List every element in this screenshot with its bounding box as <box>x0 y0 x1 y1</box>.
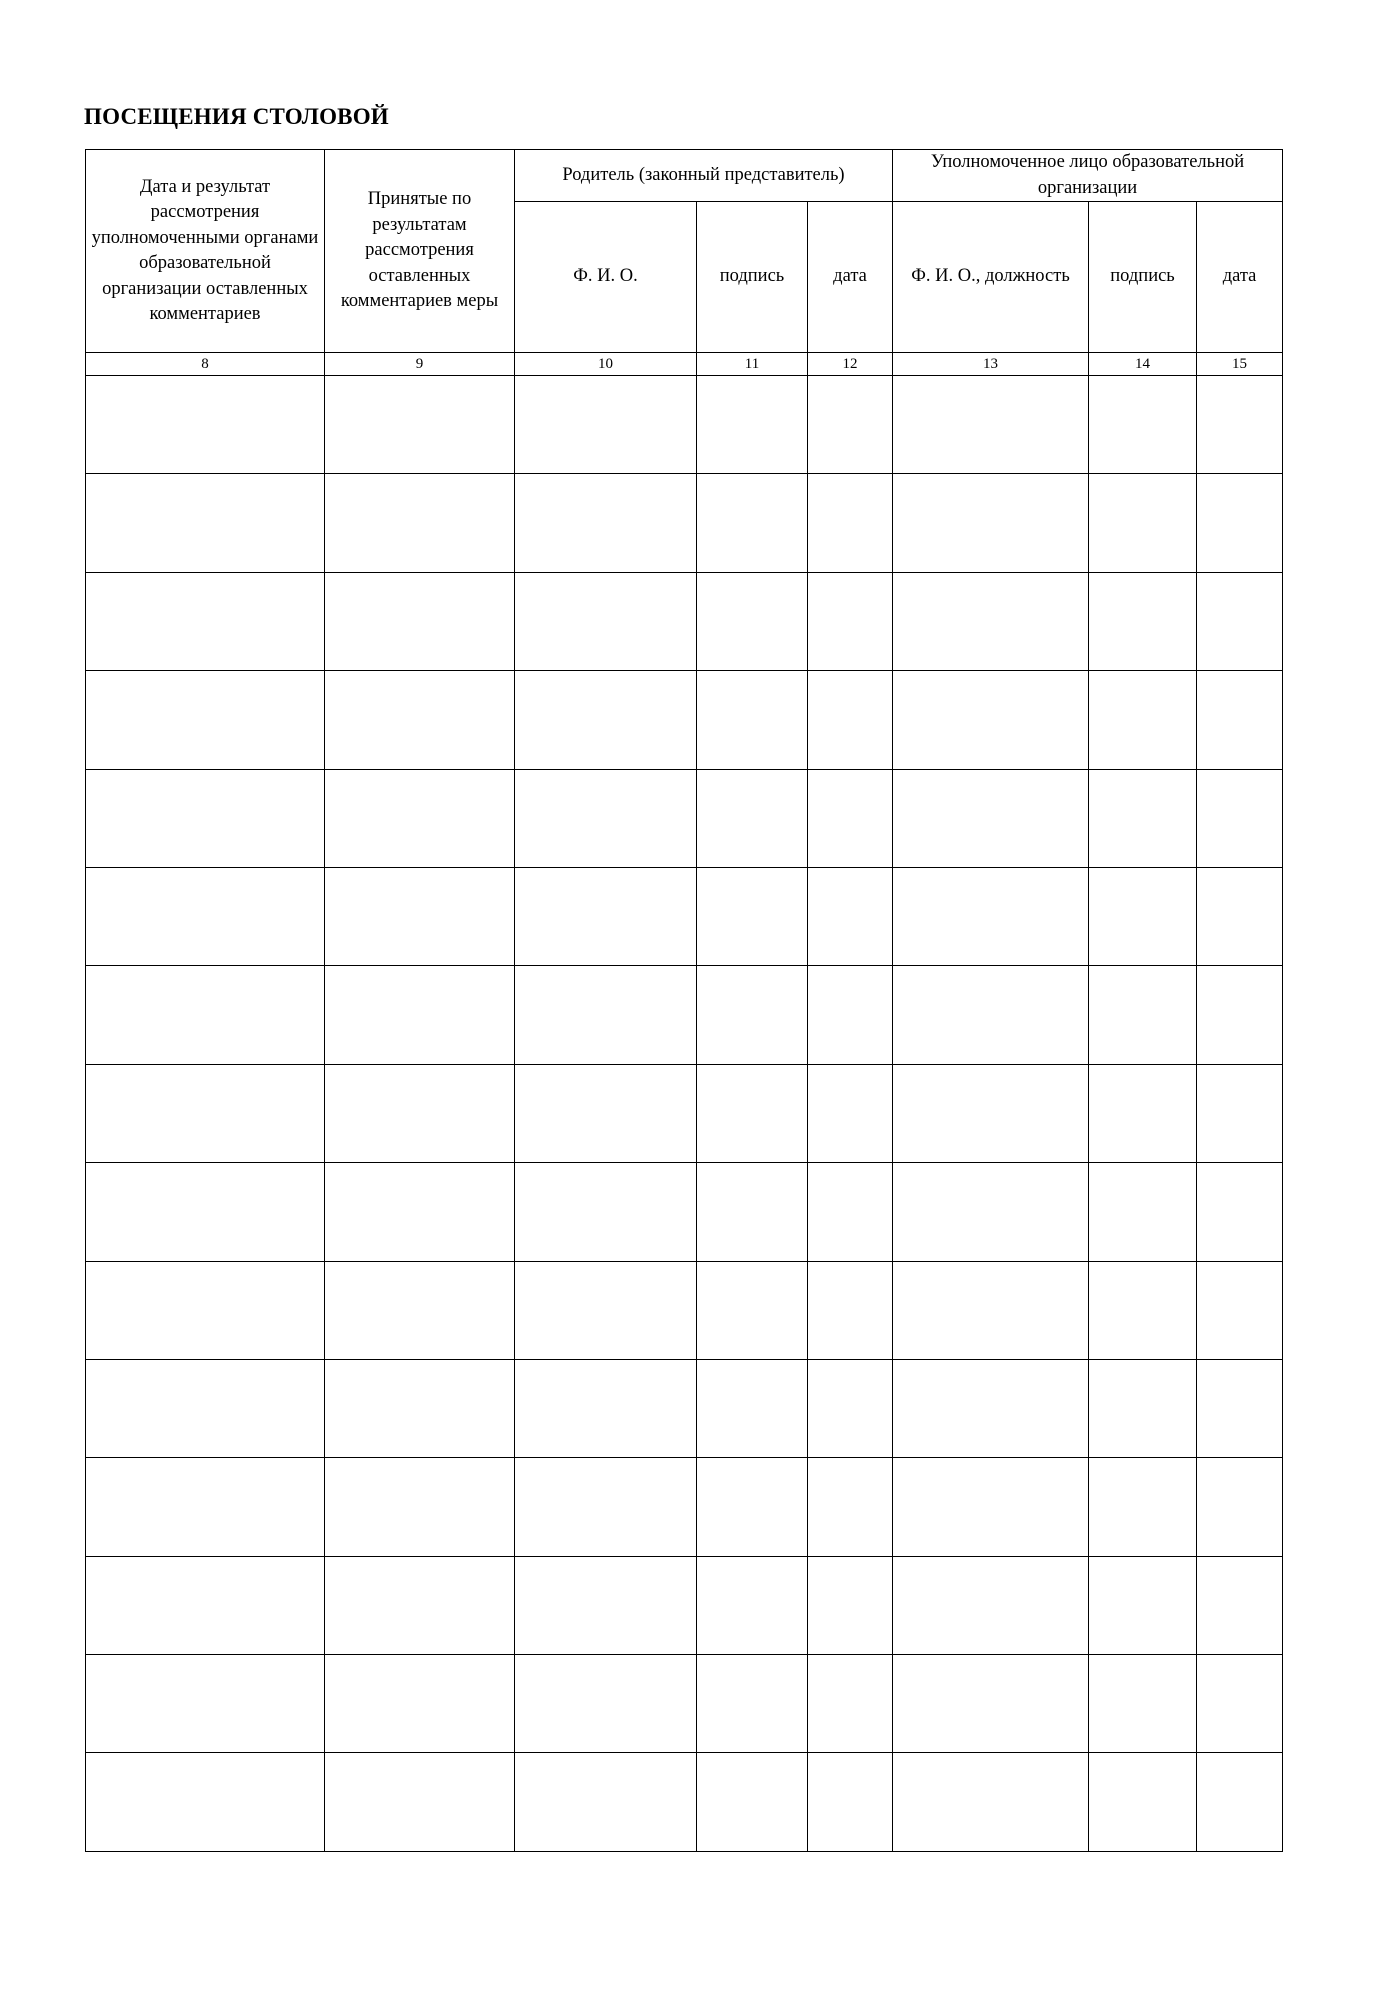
table-cell[interactable] <box>86 769 325 867</box>
table-row <box>86 867 1283 965</box>
page-title: ПОСЕЩЕНИЯ СТОЛОВОЙ <box>84 104 389 129</box>
table-cell[interactable] <box>1197 1655 1283 1753</box>
table-cell[interactable] <box>697 1753 808 1851</box>
column-number: 8 <box>86 353 325 376</box>
table-cell[interactable] <box>893 1163 1089 1261</box>
header-col-12 <box>808 202 893 353</box>
table-cell[interactable] <box>697 1359 808 1457</box>
header-col-14-label: подпись <box>1110 266 1175 287</box>
table-cell[interactable] <box>515 966 697 1064</box>
table-cell[interactable] <box>1197 572 1283 670</box>
header-col-10-label: Ф. И. О. <box>573 266 638 287</box>
table-cell[interactable] <box>86 474 325 572</box>
table-cell[interactable] <box>515 1163 697 1261</box>
table-row <box>86 474 1283 572</box>
table-cell[interactable] <box>697 1261 808 1359</box>
table-cell[interactable] <box>808 1261 893 1359</box>
table-cell[interactable] <box>515 1458 697 1556</box>
table-cell[interactable] <box>697 1655 808 1753</box>
table-row <box>86 1458 1283 1556</box>
table-cell[interactable] <box>1089 966 1197 1064</box>
table-cell[interactable] <box>697 572 808 670</box>
table-cell[interactable] <box>893 769 1089 867</box>
table-cell[interactable] <box>86 1753 325 1851</box>
header-parent-group <box>515 150 893 202</box>
table-row <box>86 671 1283 769</box>
header-parent-group-label: Родитель (законный представитель) <box>562 164 845 185</box>
table-cell[interactable] <box>697 867 808 965</box>
table-cell[interactable] <box>325 1064 515 1162</box>
table-cell[interactable] <box>1197 671 1283 769</box>
table-cell[interactable] <box>1089 1556 1197 1654</box>
table-cell[interactable] <box>1089 376 1197 474</box>
table-cell[interactable] <box>893 966 1089 1064</box>
table-body <box>86 376 1283 1852</box>
table-cell[interactable] <box>86 867 325 965</box>
table-cell[interactable] <box>325 1753 515 1851</box>
table-cell[interactable] <box>1089 867 1197 965</box>
table-row <box>86 1064 1283 1162</box>
table-cell[interactable] <box>1089 1753 1197 1851</box>
header-official-group-label: Уполномоченное лицо образовательной организации <box>930 152 1245 198</box>
table-row <box>86 1163 1283 1261</box>
table-row <box>86 1359 1283 1457</box>
table-cell[interactable] <box>1197 1163 1283 1261</box>
header-official-group <box>893 150 1283 202</box>
table-cell[interactable] <box>697 1064 808 1162</box>
table-cell[interactable] <box>893 572 1089 670</box>
table-header <box>86 150 1283 376</box>
table-cell[interactable] <box>1089 769 1197 867</box>
table-cell[interactable] <box>893 1753 1089 1851</box>
column-number: 10 <box>515 353 697 376</box>
table-cell[interactable] <box>1197 867 1283 965</box>
column-number: 12 <box>808 353 893 376</box>
table-cell[interactable] <box>1089 1163 1197 1261</box>
table-cell[interactable] <box>325 1261 515 1359</box>
table-cell[interactable] <box>1089 572 1197 670</box>
table-cell[interactable] <box>515 474 697 572</box>
header-col-12-label: дата <box>833 266 867 287</box>
table-cell[interactable] <box>1197 1261 1283 1359</box>
table-cell[interactable] <box>515 1359 697 1457</box>
table-cell[interactable] <box>697 1458 808 1556</box>
table-cell[interactable] <box>808 867 893 965</box>
table-row <box>86 966 1283 1064</box>
header-col-13 <box>893 202 1089 353</box>
table-cell[interactable] <box>86 1556 325 1654</box>
table-cell[interactable] <box>1197 1556 1283 1654</box>
table-cell[interactable] <box>1089 1261 1197 1359</box>
table-row <box>86 1261 1283 1359</box>
table-cell[interactable] <box>1197 769 1283 867</box>
column-number: 14 <box>1089 353 1197 376</box>
table-cell[interactable] <box>1089 1458 1197 1556</box>
column-number: 13 <box>893 353 1089 376</box>
table-cell[interactable] <box>893 1261 1089 1359</box>
table-cell[interactable] <box>515 671 697 769</box>
column-number: 15 <box>1197 353 1283 376</box>
table-cell[interactable] <box>515 376 697 474</box>
table-cell[interactable] <box>1197 1359 1283 1457</box>
table-cell[interactable] <box>515 572 697 670</box>
table-cell[interactable] <box>325 474 515 572</box>
table-cell[interactable] <box>808 1064 893 1162</box>
table-cell[interactable] <box>1089 474 1197 572</box>
table-cell[interactable] <box>697 966 808 1064</box>
table-cell[interactable] <box>808 1556 893 1654</box>
table-cell[interactable] <box>325 376 515 474</box>
table-cell[interactable] <box>808 1753 893 1851</box>
header-col-8 <box>86 150 325 353</box>
table-cell[interactable] <box>893 1359 1089 1457</box>
table-row <box>86 769 1283 867</box>
table-cell[interactable] <box>86 1359 325 1457</box>
table-row <box>86 1556 1283 1654</box>
table-cell[interactable] <box>697 474 808 572</box>
table-cell[interactable] <box>1197 1064 1283 1162</box>
table-cell[interactable] <box>325 572 515 670</box>
table-cell[interactable] <box>808 1163 893 1261</box>
header-col-9-label: Принятые по результатам рассмотрения оставленных комментариев меры <box>340 189 499 312</box>
table-cell[interactable] <box>1197 1458 1283 1556</box>
table-cell[interactable] <box>697 376 808 474</box>
header-col-15 <box>1197 202 1283 353</box>
table-cell[interactable] <box>325 966 515 1064</box>
table-row <box>86 376 1283 474</box>
canteen-visits-table <box>85 149 1283 1852</box>
table-cell[interactable] <box>86 572 325 670</box>
header-col-15-label: дата <box>1222 266 1257 287</box>
table-cell[interactable] <box>893 1556 1089 1654</box>
table-cell[interactable] <box>515 867 697 965</box>
table-cell[interactable] <box>515 1064 697 1162</box>
header-col-11-label: подпись <box>719 266 785 287</box>
table-cell[interactable] <box>1089 671 1197 769</box>
table-cell[interactable] <box>893 671 1089 769</box>
table-cell[interactable] <box>808 474 893 572</box>
header-col-13-label: Ф. И. О., должность <box>911 266 1070 287</box>
table-cell[interactable] <box>325 1163 515 1261</box>
table-cell[interactable] <box>1197 966 1283 1064</box>
header-col-10 <box>515 202 697 353</box>
table-cell[interactable] <box>515 1753 697 1851</box>
table-cell[interactable] <box>86 966 325 1064</box>
table-cell[interactable] <box>893 376 1089 474</box>
table-cell[interactable] <box>697 1163 808 1261</box>
table-cell[interactable] <box>86 1458 325 1556</box>
header-col-11 <box>697 202 808 353</box>
table-cell[interactable] <box>893 1458 1089 1556</box>
table-cell[interactable] <box>808 572 893 670</box>
table-cell[interactable] <box>325 1556 515 1654</box>
column-number-row <box>86 353 1283 376</box>
table-cell[interactable] <box>697 1556 808 1654</box>
table-cell[interactable] <box>808 966 893 1064</box>
table-cell[interactable] <box>515 1261 697 1359</box>
table-cell[interactable] <box>893 867 1089 965</box>
table-cell[interactable] <box>515 769 697 867</box>
table-cell[interactable] <box>808 1458 893 1556</box>
table-cell[interactable] <box>808 1359 893 1457</box>
table-cell[interactable] <box>86 1261 325 1359</box>
table-cell[interactable] <box>697 769 808 867</box>
table-cell[interactable] <box>86 1064 325 1162</box>
table-cell[interactable] <box>86 1163 325 1261</box>
column-number: 11 <box>697 353 808 376</box>
table-cell[interactable] <box>325 1655 515 1753</box>
table-cell[interactable] <box>1197 376 1283 474</box>
table-row <box>86 1655 1283 1753</box>
table-cell[interactable] <box>1197 474 1283 572</box>
table-cell[interactable] <box>86 1655 325 1753</box>
table-cell[interactable] <box>1089 1064 1197 1162</box>
header-col-8-label: Дата и результат рассмотрения уполномоченными органами образовательной организации оставленных комментариев <box>91 176 319 324</box>
header-col-9 <box>325 150 515 353</box>
table-row <box>86 572 1283 670</box>
table-cell[interactable] <box>893 1655 1089 1753</box>
table-cell[interactable] <box>893 474 1089 572</box>
table-cell[interactable] <box>697 671 808 769</box>
table-cell[interactable] <box>325 1458 515 1556</box>
table-cell[interactable] <box>86 671 325 769</box>
table-cell[interactable] <box>808 769 893 867</box>
table-cell[interactable] <box>1089 1655 1197 1753</box>
table-cell[interactable] <box>808 671 893 769</box>
table-cell[interactable] <box>515 1556 697 1654</box>
table-cell[interactable] <box>325 769 515 867</box>
table-cell[interactable] <box>325 1359 515 1457</box>
table-cell[interactable] <box>1197 1753 1283 1851</box>
table-cell[interactable] <box>1089 1359 1197 1457</box>
table-cell[interactable] <box>515 1655 697 1753</box>
table-cell[interactable] <box>86 376 325 474</box>
table-cell[interactable] <box>808 376 893 474</box>
table-cell[interactable] <box>808 1655 893 1753</box>
table-row <box>86 1753 1283 1851</box>
table-cell[interactable] <box>325 671 515 769</box>
column-number: 9 <box>325 353 515 376</box>
table-cell[interactable] <box>893 1064 1089 1162</box>
header-col-14 <box>1089 202 1197 353</box>
table-cell[interactable] <box>325 867 515 965</box>
